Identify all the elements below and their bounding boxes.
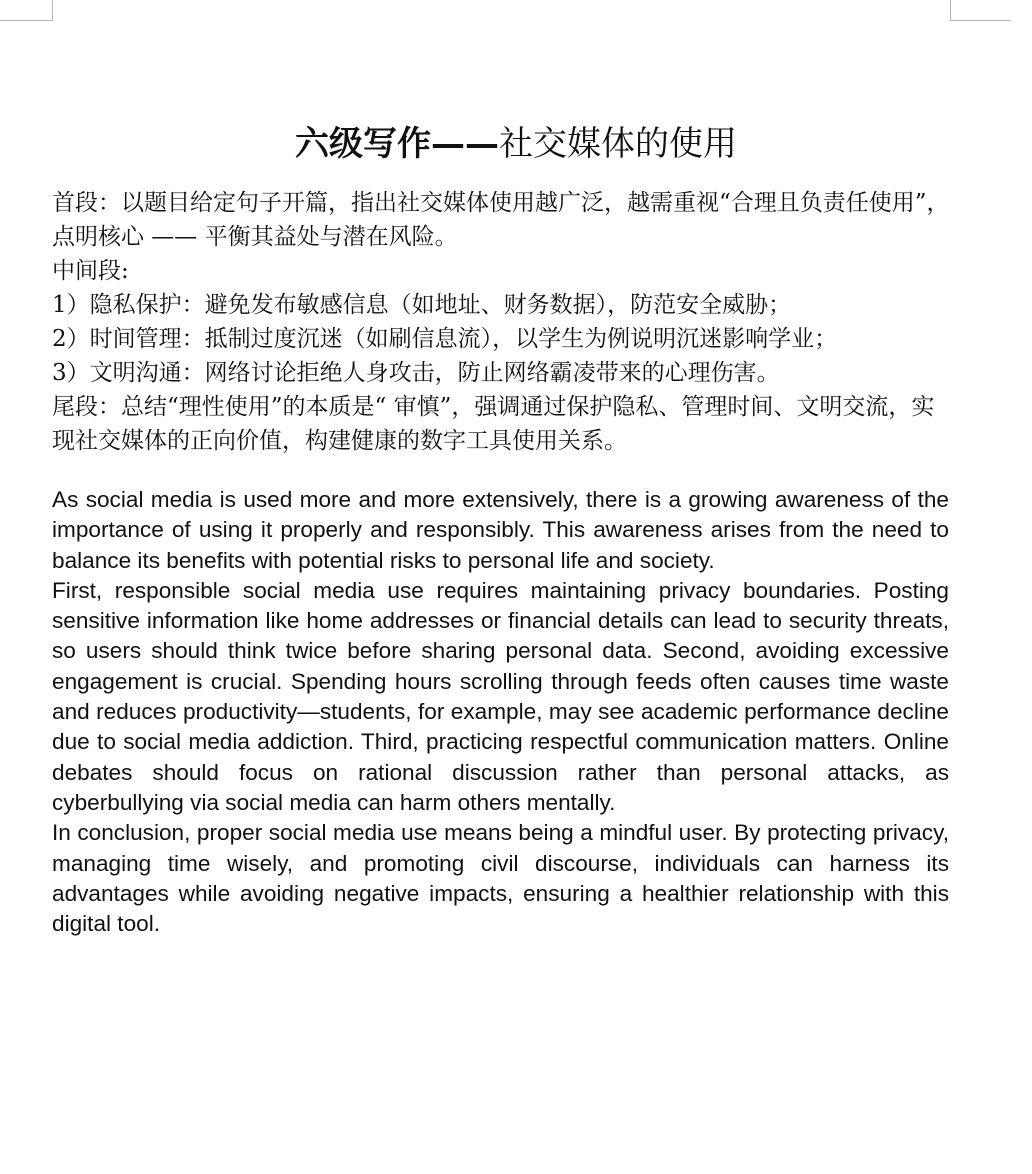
outline-point-time: 2）时间管理：抵制过度沉迷（如刷信息流），以学生为例说明沉迷影响学业； — [52, 326, 838, 352]
title-bold-part: 六级写作—— — [295, 124, 499, 164]
title-normal-part: 社交媒体的使用 — [499, 124, 737, 164]
outline-point-communication: 3）文明沟通：网络讨论拒绝人身攻击，防止网络霸凌带来的心理伤害。 — [52, 360, 780, 386]
outline-last-paragraph: 尾段：总结“理性使用”的本质是“ 审慎”，强调通过保护隐私、管理时间、文明交流，实现社交媒体的正向价值，构建健康的数字工具使用关系。 — [52, 394, 935, 454]
essay-paragraph-body: First, responsible social media use requires maintaining privacy boundaries. Posting sensitive information like home addresses or financial details can lead to security threats, so users should think twice before sharing personal data. Second, avoiding excessive engagement is crucial. Spending hours scrolling through feeds often causes time waste and reduces productivity—students, for example, may see academic performance decline due to social media addiction. Third, practicing respectful communication matters. Online debates should focus on rational discussion rather than personal attacks, as cyberbullying via social media can harm others mentally. — [52, 577, 949, 815]
essay-paragraph-conclusion: In conclusion, proper social media use means being a mindful user. By protecting privacy, managing time wisely, and promoting civil discourse, individuals can harness its advantages while avoiding negative impacts, ensuring a healthier relationship with this digital tool. — [52, 820, 949, 937]
writing-outline — [52, 186, 952, 458]
outline-first-paragraph: 首段：以题目给定句子开篇，指出社交媒体使用越广泛，越需重视“合理且负责任使用”，点明核心 —— 平衡其益处与潜在风险。 — [52, 190, 950, 250]
sample-essay — [52, 485, 949, 939]
document-title — [0, 118, 1032, 170]
essay-paragraph-intro: As social media is used more and more extensively, there is a growing awareness of the importance of using it properly and responsibly. This awareness arises from the need to balance its benefits with potential risks to personal life and society. — [52, 487, 949, 573]
outline-middle-heading: 中间段: — [52, 258, 129, 284]
outline-point-privacy: 1）隐私保护：避免发布敏感信息（如地址、财务数据），防范安全威胁； — [52, 292, 792, 318]
crop-mark-top-left — [0, 0, 53, 21]
crop-mark-top-right — [950, 0, 1011, 21]
